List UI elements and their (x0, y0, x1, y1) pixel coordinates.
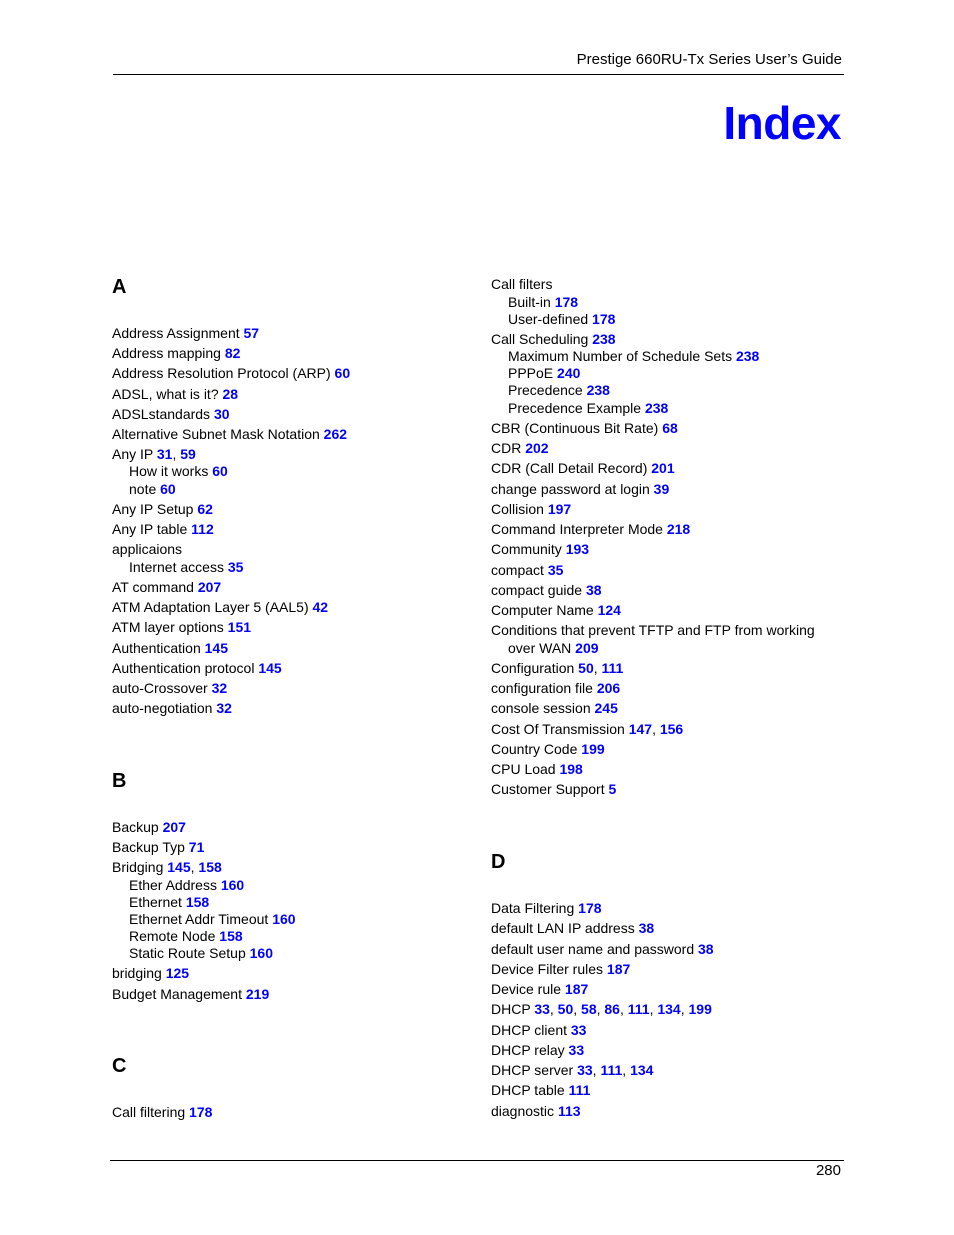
index-entry (112, 386, 238, 403)
index-entry (112, 619, 251, 636)
page-link[interactable]: 158 (198, 859, 222, 875)
page-link[interactable]: 82 (224, 345, 241, 361)
index-entry (112, 1104, 212, 1121)
page-link[interactable]: 5 (608, 781, 617, 797)
index-term: Conditions that prevent TFTP and FTP from working (491, 622, 815, 638)
index-term: Backup (112, 819, 159, 835)
index-entry (112, 819, 186, 836)
index-term: Command Interpreter Mode (491, 521, 663, 537)
page-link[interactable]: 218 (666, 521, 691, 537)
index-entry (491, 622, 815, 639)
index-term: CPU Load (491, 761, 556, 777)
index-term: Remote Node (129, 928, 216, 944)
index-subentry (112, 894, 209, 911)
index-term: Address Resolution Protocol (ARP) (112, 365, 331, 381)
index-subentry (491, 382, 610, 399)
index-term: Customer Support (491, 781, 605, 797)
index-term: Call filtering (112, 1104, 186, 1120)
index-entry (112, 660, 282, 677)
index-entry (491, 1103, 581, 1120)
page-link[interactable]: 111 (600, 1062, 623, 1078)
index-entry (112, 640, 228, 657)
index-term: Collision (491, 501, 544, 517)
index-term: note (129, 481, 157, 497)
index-entry: DHCP 33, 50, 58, 86, 111, 134, 199 (491, 1001, 712, 1017)
page-link[interactable]: 71 (188, 839, 205, 855)
page-link[interactable]: 134 (657, 1001, 681, 1017)
index-term: Configuration (491, 660, 575, 676)
page-title: Index (723, 97, 841, 149)
index-term: Precedence Example (508, 400, 642, 416)
index-term: User-defined (508, 311, 589, 327)
index-subentry (112, 945, 273, 962)
index-term: compact (491, 562, 544, 578)
page-link[interactable]: 50 (578, 660, 594, 676)
index-entry (491, 900, 602, 917)
index-term: Call filters (491, 276, 553, 292)
page-link[interactable]: 198 (559, 761, 583, 777)
page-link[interactable]: 202 (525, 440, 549, 456)
index-entry (491, 761, 583, 778)
index-term: Built-in (508, 294, 551, 310)
index-entry (491, 1042, 584, 1059)
index-term: auto-negotiation (112, 700, 213, 716)
index-term: DHCP relay (491, 1042, 565, 1058)
page-link[interactable]: 145 (258, 660, 282, 676)
page-link[interactable]: 209 (575, 640, 599, 656)
index-term: Authentication protocol (112, 660, 255, 676)
index-term: Bridging (112, 859, 164, 875)
page-link[interactable]: 193 (565, 541, 590, 557)
index-term: Ethernet (129, 894, 182, 910)
index-entry: Bridging 145, 158 (112, 859, 222, 875)
index-subentry (491, 365, 580, 382)
page-link[interactable]: 32 (216, 700, 232, 716)
index-term: bridging (112, 965, 162, 981)
running-header: Prestige 660RU-Tx Series User’s Guide (576, 51, 842, 68)
index-term: default LAN IP address (491, 920, 635, 936)
page-link[interactable]: 240 (557, 365, 581, 381)
page-link[interactable]: 145 (204, 640, 228, 656)
index-term: Data Filtering (491, 900, 575, 916)
page-link[interactable]: 156 (659, 721, 684, 737)
index-term: Any IP (112, 446, 153, 462)
page-link[interactable]: 201 (651, 460, 675, 476)
page-link[interactable]: 60 (212, 463, 228, 479)
index-entry (112, 501, 213, 518)
index-term: Device rule (491, 981, 562, 997)
index-section-letter: A (112, 276, 127, 298)
index-term: Country Code (491, 741, 578, 757)
index-term: configuration file (491, 680, 593, 696)
index-entry (491, 331, 616, 348)
index-entry (491, 521, 690, 538)
page-link[interactable]: 238 (644, 400, 669, 416)
index-term: How it works (129, 463, 209, 479)
index-term: DHCP server (491, 1062, 574, 1078)
index-entry (491, 741, 605, 758)
index-term: auto-Crossover (112, 680, 208, 696)
page-link[interactable]: 57 (243, 325, 260, 341)
index-entry (112, 426, 347, 443)
page-link[interactable]: 38 (585, 582, 602, 598)
page-link[interactable]: 112 (191, 521, 214, 537)
page-link[interactable]: 206 (596, 680, 621, 696)
index-term: CBR (Continuous Bit Rate) (491, 420, 659, 436)
index-entry (491, 602, 621, 619)
index-entry (112, 700, 232, 717)
index-term: console session (491, 700, 591, 716)
page-link[interactable]: 219 (245, 986, 270, 1002)
index-entry (491, 562, 563, 579)
page-link[interactable]: 245 (594, 700, 618, 716)
index-term: Internet access (129, 559, 224, 575)
index-entry (112, 365, 350, 382)
index-term: Budget Management (112, 986, 242, 1002)
index-entry (491, 481, 669, 498)
index-term: Maximum Number of Schedule Sets (508, 348, 733, 364)
index-entry: Any IP 31, 59 (112, 446, 196, 462)
index-entry (491, 501, 571, 518)
page-link[interactable]: 39 (653, 481, 670, 497)
index-subentry (112, 559, 243, 576)
index-term: AT command (112, 579, 194, 595)
index-entry (491, 1022, 586, 1039)
page-link[interactable]: 28 (222, 386, 239, 402)
index-term: DHCP table (491, 1082, 565, 1098)
page-link[interactable]: 32 (211, 680, 228, 696)
index-term: Device Filter rules (491, 961, 604, 977)
page-link[interactable]: 160 (272, 911, 296, 927)
header-divider (113, 74, 844, 75)
index-entry (112, 599, 328, 616)
index-entry (112, 541, 182, 558)
page-link[interactable]: 58 (581, 1001, 597, 1017)
index-entry (112, 680, 227, 697)
index-term: Community (491, 541, 562, 557)
page-link[interactable]: 30 (213, 406, 230, 422)
index-term: over WAN (508, 640, 572, 656)
index-term: Cost Of Transmission (491, 721, 625, 737)
index-subentry (491, 294, 578, 311)
index-entry (112, 965, 189, 982)
page-link[interactable]: 111 (601, 660, 624, 676)
index-term: ADSLstandards (112, 406, 211, 422)
page-link[interactable]: 147 (628, 721, 653, 737)
footer-divider (110, 1160, 844, 1161)
index-entry (491, 582, 602, 599)
page-link[interactable]: 197 (547, 501, 572, 517)
page-link[interactable]: 187 (606, 961, 631, 977)
page-link[interactable]: 124 (597, 602, 621, 618)
index-entry (491, 640, 599, 657)
page-link[interactable]: 238 (735, 348, 760, 364)
index-subentry (112, 928, 243, 945)
page-link[interactable]: 42 (312, 599, 329, 615)
page-link[interactable]: 111 (627, 1001, 650, 1017)
index-term: Address mapping (112, 345, 221, 361)
page-link[interactable]: 86 (604, 1001, 620, 1017)
page-link[interactable]: 33 (570, 1022, 587, 1038)
page-link[interactable]: 31 (156, 446, 173, 462)
index-term: Backup Typ (112, 839, 185, 855)
page-link[interactable]: 33 (577, 1062, 593, 1078)
page-link[interactable]: 199 (688, 1001, 712, 1017)
index-term: applicaions (112, 541, 183, 557)
page-link[interactable]: 62 (197, 501, 213, 517)
index-term: Alternative Subnet Mask Notation (112, 426, 320, 442)
index-entry (112, 345, 240, 362)
index-entry (112, 325, 259, 342)
index-entry (491, 541, 589, 558)
index-term: Any IP table (112, 521, 188, 537)
page-link[interactable]: 111 (568, 1082, 591, 1098)
index-term: change password at login (491, 481, 650, 497)
index-entry (491, 1082, 590, 1099)
index-term: diagnostic (491, 1103, 555, 1119)
index-term: Computer Name (491, 602, 594, 618)
index-term: ADSL, what is it? (112, 386, 219, 402)
index-subentry (112, 911, 296, 928)
page-link[interactable]: 199 (581, 741, 605, 757)
index-entry: DHCP server 33, 111, 134 (491, 1062, 654, 1078)
index-term: Ether Address (129, 877, 217, 893)
index-entry (491, 420, 678, 437)
page-link[interactable]: 145 (167, 859, 191, 875)
index-term: DHCP client (491, 1022, 567, 1038)
index-entry (491, 961, 630, 978)
page-link[interactable]: 38 (698, 941, 714, 957)
index-entry (491, 460, 675, 477)
index-entry: Cost Of Transmission 147, 156 (491, 721, 684, 737)
page-link[interactable]: 38 (638, 920, 655, 936)
index-term: Call Scheduling (491, 331, 589, 347)
page-link[interactable]: 60 (160, 481, 176, 497)
page-link[interactable]: 160 (220, 877, 245, 893)
index-entry (491, 440, 549, 457)
page-link[interactable]: 35 (547, 562, 564, 578)
index-term: Address Assignment (112, 325, 240, 341)
index-term: ATM Adaptation Layer 5 (AAL5) (112, 599, 309, 615)
page-link[interactable]: 187 (564, 981, 589, 997)
index-entry (491, 781, 616, 798)
index-entry (112, 986, 269, 1003)
page-link[interactable]: 33 (534, 1001, 550, 1017)
page-link[interactable]: 50 (557, 1001, 574, 1017)
index-entry (491, 700, 618, 717)
page-link[interactable]: 207 (197, 579, 222, 595)
index-term: CDR (Call Detail Record) (491, 460, 648, 476)
index-entry (491, 981, 588, 998)
index-subentry (112, 481, 176, 498)
index-term: Precedence (508, 382, 583, 398)
index-subentry (491, 311, 615, 328)
index-entry (112, 521, 214, 538)
index-term: CDR (491, 440, 522, 456)
index-term: DHCP (491, 1001, 531, 1017)
index-term: Authentication (112, 640, 201, 656)
page-link[interactable]: 33 (568, 1042, 585, 1058)
index-entry (112, 406, 230, 423)
index-term: compact guide (491, 582, 583, 598)
page-link[interactable]: 238 (586, 382, 610, 398)
page-link[interactable]: 238 (592, 331, 616, 347)
index-entry: Configuration 50, 111 (491, 660, 624, 676)
index-entry (491, 276, 552, 293)
index-term: Ethernet Addr Timeout (129, 911, 269, 927)
page-link[interactable]: 178 (592, 311, 616, 327)
page-number: 280 (815, 1162, 841, 1179)
index-section-letter: D (491, 851, 506, 873)
page-link[interactable]: 35 (227, 559, 244, 575)
index-entry (491, 680, 620, 697)
page-link[interactable]: 125 (165, 965, 190, 981)
page-link[interactable]: 134 (630, 1062, 654, 1078)
index-entry (112, 579, 221, 596)
page-link[interactable]: 59 (180, 446, 196, 462)
page-link[interactable]: 178 (189, 1104, 213, 1120)
index-subentry (112, 463, 228, 480)
page-link[interactable]: 178 (554, 294, 579, 310)
index-entry (112, 839, 204, 856)
index-term: default user name and password (491, 941, 695, 957)
page-link[interactable]: 60 (334, 365, 351, 381)
index-term: Static Route Setup (129, 945, 246, 961)
index-term: PPPoE (508, 365, 554, 381)
index-section-letter: C (112, 1055, 127, 1077)
page-link[interactable]: 68 (662, 420, 678, 436)
page-link[interactable]: 262 (323, 426, 348, 442)
index-term: ATM layer options (112, 619, 224, 635)
index-subentry (112, 877, 244, 894)
index-entry (491, 920, 654, 937)
index-subentry (491, 400, 668, 417)
index-entry (491, 941, 714, 958)
page-link[interactable]: 207 (162, 819, 186, 835)
page-link[interactable]: 113 (557, 1103, 581, 1119)
page-link[interactable]: 160 (249, 945, 273, 961)
index-term: Any IP Setup (112, 501, 194, 517)
index-subentry (491, 348, 759, 365)
page-link[interactable]: 178 (578, 900, 602, 916)
page-link[interactable]: 158 (219, 928, 243, 944)
index-section-letter: B (112, 770, 127, 792)
page-link[interactable]: 158 (185, 894, 210, 910)
page-link[interactable]: 151 (227, 619, 252, 635)
